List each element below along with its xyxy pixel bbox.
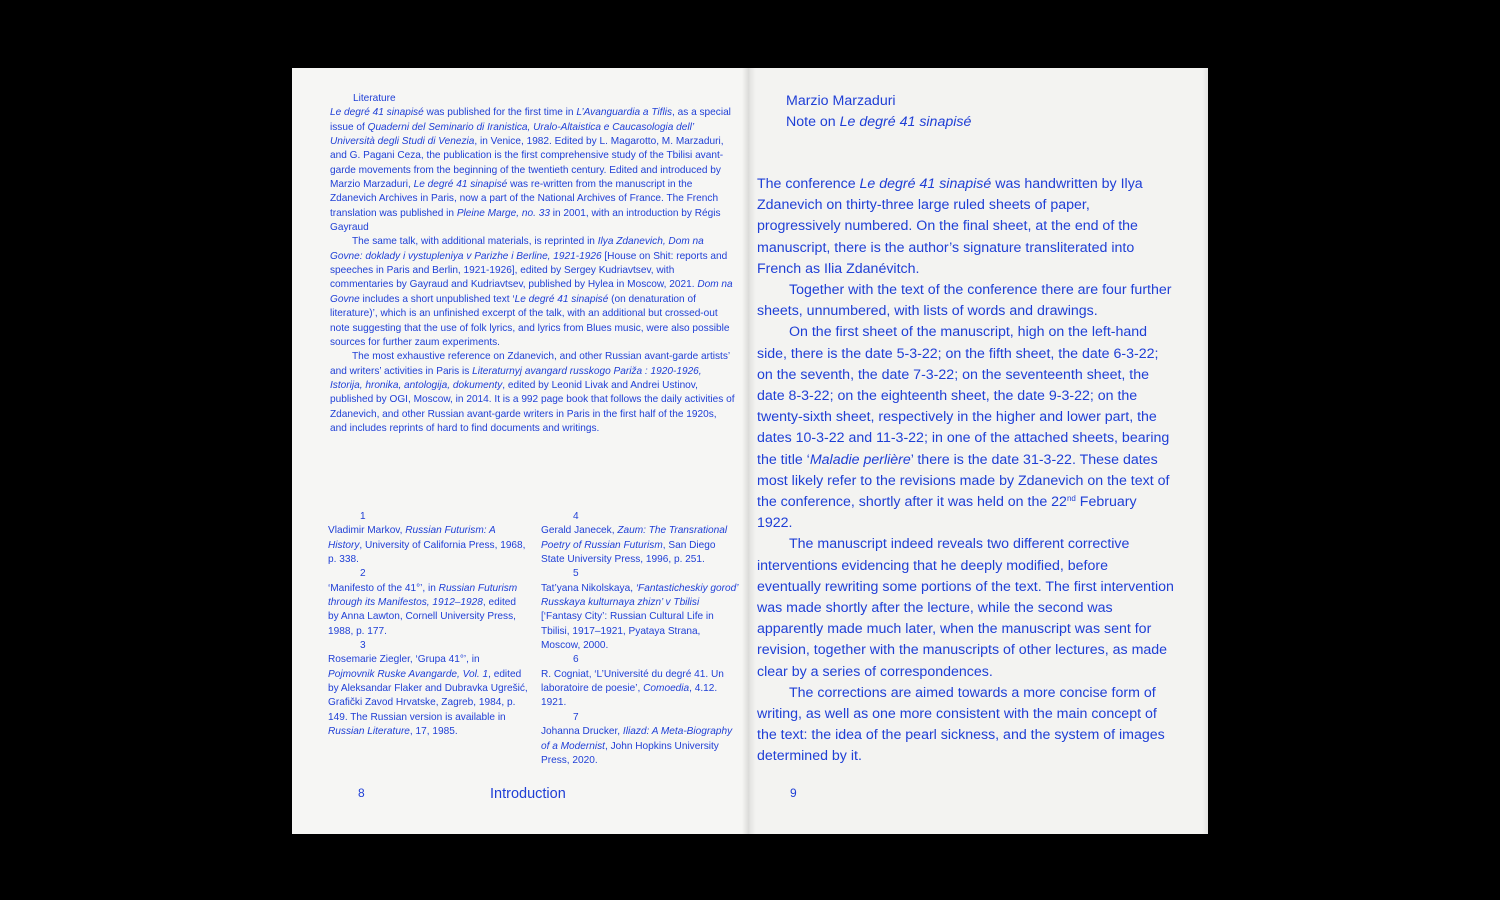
left-page — [292, 68, 748, 834]
literature-paragraph: The same talk, with additional materials, is reprinted in Ilya Zdanevich, Dom na Govne: doklady i vystupleniya v Parizhe i Berline, 1921-1926 [House on Shit: reports and speeches in Paris and Berlin, 1921-1926], edited by Sergey Kudriavtsev, with commentaries by Gayraud and Kudriavtsev, published by Hylea in Moscow, 2021. Dom na Govne includes a short unpublished text ‘Le degré 41 sinapisé (on denaturation of literature)’, which is an unfinished excerpt of the talk, with an additional but crossed-out note suggesting that the use of folk lyrics, and lyrics from Blues music, were also possible sources for further zaum experiments. — [330, 236, 733, 348]
body-paragraph: The corrections are aimed towards a more concise form of writing, as well as one more consistent with the main concept of the text: the idea of the pearl sickness, and the system of images determined by it. — [757, 684, 1165, 765]
footnote-text: ‘Manifesto of the 41°’, in Russian Futurism through its Manifestos, 1912–1928, edited by Anna Lawton, Cornell University Press, 1988, p. 177. — [328, 582, 518, 637]
title-prefix: Note on — [786, 114, 840, 130]
literature-heading: Literature — [353, 93, 396, 104]
body-paragraph: The manuscript indeed reveals two different corrective interventions evidencing that he deeply modified, before eventually rewriting some portions of the text. The first intervention was made shortly after the lecture, while the second was apparently made much later, when the manuscript was sent for revision, together with the manuscripts of other lectures, as made clear by a series of correspondences. — [757, 536, 1174, 680]
body-paragraph: The conference Le degré 41 sinapisé was handwritten by Ilya Zdanevich on thirty-three large ruled sheets of paper, progressively numbered. On the final sheet, at the end of the manuscript, there is the author’s signature transliterated into French as Ilia Zdanévitch. — [757, 176, 1143, 277]
book-gutter — [742, 68, 756, 834]
footnote-text: Johanna Drucker, Iliazd: A Meta-Biography of a Modernist, John Hopkins University Press, 2020. — [541, 726, 733, 766]
footnote-number: 7 — [573, 711, 579, 723]
right-page — [748, 68, 1208, 834]
footnote-text: Vladimir Markov, Russian Futurism: A History, University of California Press, 1968, p. 338. — [328, 525, 526, 566]
footnote-text: Tat’yana Nikolskaya, ‘Fantasticheskiy gorod’ Russkaya kulturnaya zhizn’ v Tbilisi [‘Fantasy City’: Russian Cultural Life in Tbilisi, 1917–1921, Pyataya Strana, Moscow, 2000. — [541, 582, 738, 652]
literature-paragraph: The most exhaustive reference on Zdanevich, and other Russian avant-garde artists’ and writers’ activities in Paris is Literaturnyj avangard russkogo Pariža : 1920-1926, Istorija, hronika, antologija, dokumenty, edited by Leonid Livak and Andrei Ustinov, published by OGI, Moscow, in 2014. It is a 992 page book that follows the daily activities of Zdanevich, and other Russian avant-garde writers in Paris in the first half of the 1920s, and includes reprints of hard to find documents and writings. — [330, 351, 735, 434]
author-name: Marzio Marzaduri — [786, 93, 896, 109]
body-paragraph: On the first sheet of the manuscript, high on the left-hand side, there is the date 5-3-22; on the fifth sheet, the date 6-3-22; on the seventh, the date 7-3-22; on the seventeenth sheet, the date 8-3-22; on the eighteenth sheet, the date 9-3-22; on the twenty-sixth sheet, respectively in the higher and lower part, the dates 10-3-22 and 11-3-22; in one of the attached sheets, bearing the title ‘Maladie perlière’ there is the date 31-3-22. These dates most likely refer to the revisions made by Zdanevich on the text of the conference, shortly after it was held on the 22nd February 1922. — [757, 324, 1170, 532]
article-header — [786, 91, 971, 133]
footnote-number: 6 — [573, 654, 579, 666]
article-body — [757, 174, 1175, 768]
book-spread — [292, 68, 1208, 834]
literature-paragraph: Le degré 41 sinapisé was published for the first time in L’Avanguardia a Tiflis, as a special issue of Quaderni del Seminario di Iranistica, Uralo-Altaistica e Caucasologia dell’ Università degli Studi di Venezia, in Venice, 1982. Edited by L. Magarotto, M. Marzaduri, and G. Pagani Ceza, the publication is the first comprehensive study of the Tbilisi avant-garde movements from the beginning of the twentieth century. Edited and introduced by Marzio Marzaduri, Le degré 41 sinapisé was re-written from the manuscript in the Zdanevich Archives in Paris, now a part of the National Archives of France. The French translation was published in Pleine Marge, no. 33 in 2001, with an introduction by Régis Gayraud — [330, 107, 731, 234]
footnote-number: 3 — [360, 640, 366, 652]
running-head: Introduction — [490, 786, 566, 802]
footnote-number: 5 — [573, 568, 579, 580]
footnote-text: R. Cogniat, ‘L’Université du degré 41. Un laboratoire de poesie’, Comoedia, 4.12. 1921. — [541, 668, 724, 709]
footnotes-column-2 — [541, 510, 741, 768]
article-title — [786, 112, 971, 133]
footnote-number: 2 — [360, 568, 366, 580]
footnote-text: Rosemarie Ziegler, ‘Grupa 41°’, in Pojmovnik Ruske Avangarde, Vol. 1, edited by Aleksandar Flaker and Dubravka Ugrešić, Grafički Zavod Hrvatske, Zagreb, 1984, p. 149. The Russian version is available in Russian Literature, 17, 1985. — [328, 654, 528, 738]
footnote-number: 4 — [573, 511, 579, 522]
footnote-text: Gerald Janecek, Zaum: The Transrational Poetry of Russian Futurism, San Diego State University Press, 1996, p. 251. — [541, 525, 728, 566]
footnote-number: 1 — [360, 511, 366, 522]
title-italic: Le degré 41 sinapisé — [839, 114, 972, 130]
footnotes-column-1 — [328, 510, 528, 740]
page-number-right: 9 — [790, 786, 797, 800]
literature-section — [330, 92, 736, 436]
body-paragraph: Together with the text of the conference there are four further sheets, unnumbered, with lists of words and drawings. — [757, 282, 1172, 320]
page-number-left: 8 — [358, 786, 365, 800]
